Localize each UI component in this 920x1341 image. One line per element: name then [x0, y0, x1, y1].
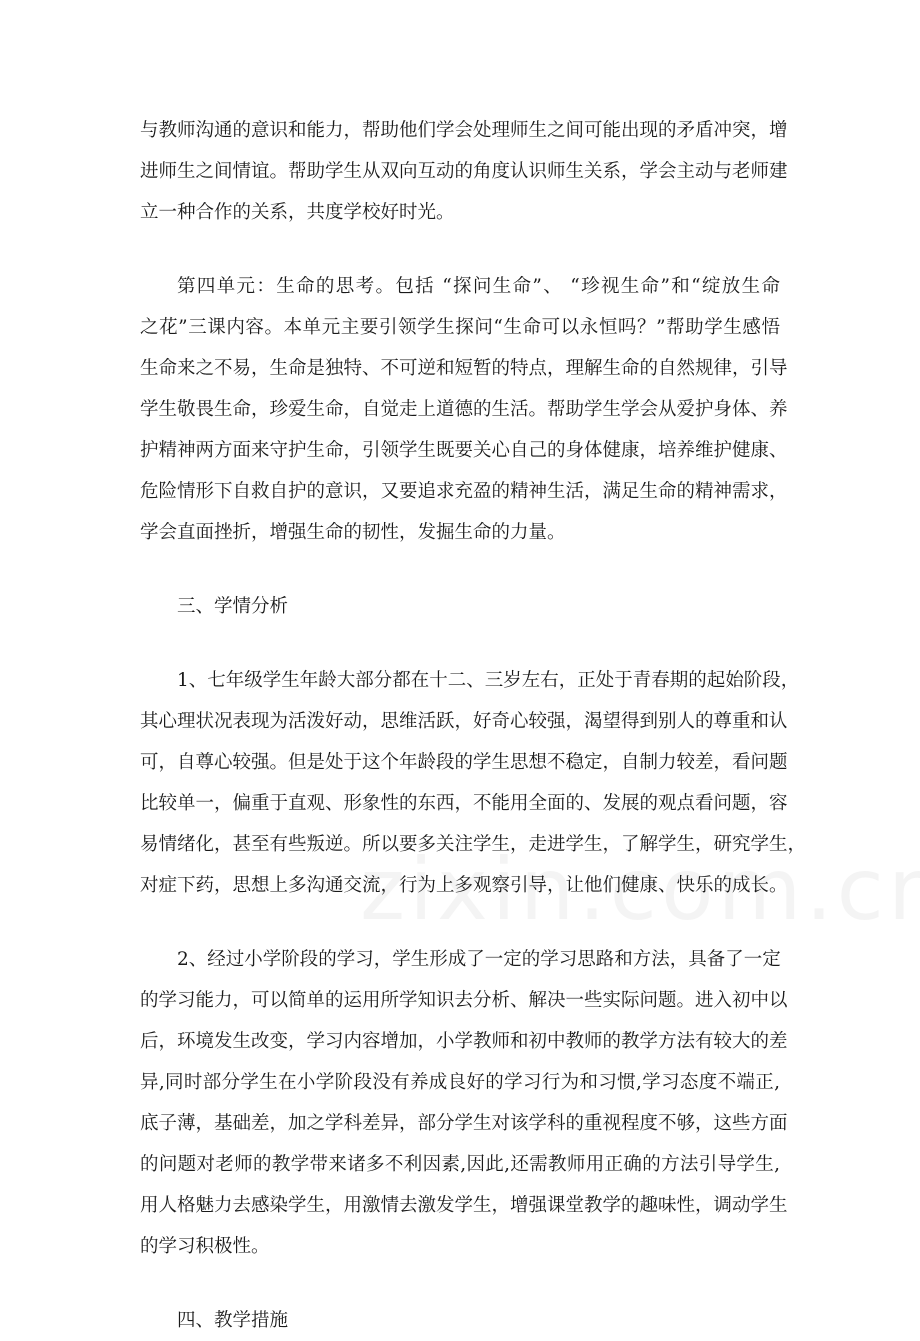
text-line: 进师生之间情谊。帮助学生从双向互动的角度认识师生关系，学会主动与老师建	[140, 161, 788, 182]
paragraph-gap	[140, 906, 780, 939]
text-line: 的学习积极性。	[140, 1236, 270, 1257]
text-line: 2、经过小学阶段的学习，学生形成了一定的学习思路和方法，具备了一定	[177, 949, 781, 970]
text-line: 学生敬畏生命，珍爱生命，自觉走上道德的生活。帮助学生学会从爱护身体、养	[140, 399, 788, 420]
text-line: 护精神两方面来守护生命，引领学生既要关心自己的身体健康，培养维护健康、	[140, 440, 788, 461]
text-line: 危险情形下自救自护的意识，又要追求充盈的精神生活，满足生命的精神需求，	[140, 481, 788, 502]
text-line: 后，环境发生改变，学习内容增加，小学教师和初中教师的教学方法有较大的差	[140, 1031, 788, 1052]
text-line: 用人格魅力去感染学生，用激情去激发学生，增强课堂教学的趣味性，调动学生	[140, 1195, 788, 1216]
section-heading: 三、学情分析	[177, 596, 289, 617]
text-line: 生命来之不易，生命是独特、不可逆和短暂的特点，理解生命的自然规律，引导	[140, 358, 788, 379]
text-line: 比较单一，偏重于直观、形象性的东西，不能用全面的、发展的观点看问题，容	[140, 793, 788, 814]
section-heading-teaching-measures	[140, 1300, 780, 1341]
section-heading-student-analysis	[140, 586, 780, 627]
text-line: 与教师沟通的意识和能力，帮助他们学会处理师生之间可能出现的矛盾冲突，增	[140, 120, 788, 141]
text-line: 易情绪化，甚至有些叛逆。所以要多关注学生，走进学生，了解学生，研究学生，	[140, 834, 807, 855]
text-line: 对症下药，思想上多沟通交流，行为上多观察引导，让他们健康、快乐的成长。	[140, 875, 788, 896]
paragraph-gap	[140, 1267, 780, 1300]
text-line: 底子薄，基础差，加之学科差异，部分学生对该学科的重视程度不够，这些方面	[140, 1113, 788, 1134]
paragraph-unit-four	[140, 266, 788, 553]
paragraph-gap	[140, 233, 780, 266]
text-line: 其心理状况表现为活泼好动，思维活跃，好奇心较强，渴望得到别人的尊重和认	[140, 711, 788, 732]
text-line: 立一种合作的关系，共度学校好时光。	[140, 202, 455, 223]
text-line: 第四单元：生命的思考。包括 “探问生命”、 “珍视生命”和“绽放生命	[177, 276, 780, 297]
text-line: 学会直面挫折，增强生命的韧性，发掘生命的力量。	[140, 522, 566, 543]
paragraph-grade-seven-students	[140, 660, 807, 906]
text-line: 之花”三课内容。本单元主要引领学生探问“生命可以永恒吗？”帮助学生感悟	[140, 317, 780, 338]
paragraph-gap	[140, 553, 780, 586]
text-line: 1、七年级学生年龄大部分都在十二、三岁左右，正处于青春期的起始阶段，	[177, 670, 800, 691]
paragraph-gap	[140, 627, 780, 660]
text-line: 可，自尊心较强。但是处于这个年龄段的学生思想不稳定，自制力较差，看问题	[140, 752, 788, 773]
document-page	[140, 110, 807, 1341]
section-heading: 四、教学措施	[177, 1310, 289, 1331]
text-line: 的学习能力，可以简单的运用所学知识去分析、解决一些实际问题。进入初中以	[140, 990, 788, 1011]
text-line: 的问题对老师的教学带来诸多不利因素,因此,还需教师用正确的方法引导学生,	[140, 1154, 780, 1175]
text-line: 异,同时部分学生在小学阶段没有养成良好的学习行为和习惯,学习态度不端正,	[140, 1072, 780, 1093]
paragraph-teacher-relations	[140, 110, 788, 233]
paragraph-learning-ability	[140, 939, 788, 1267]
